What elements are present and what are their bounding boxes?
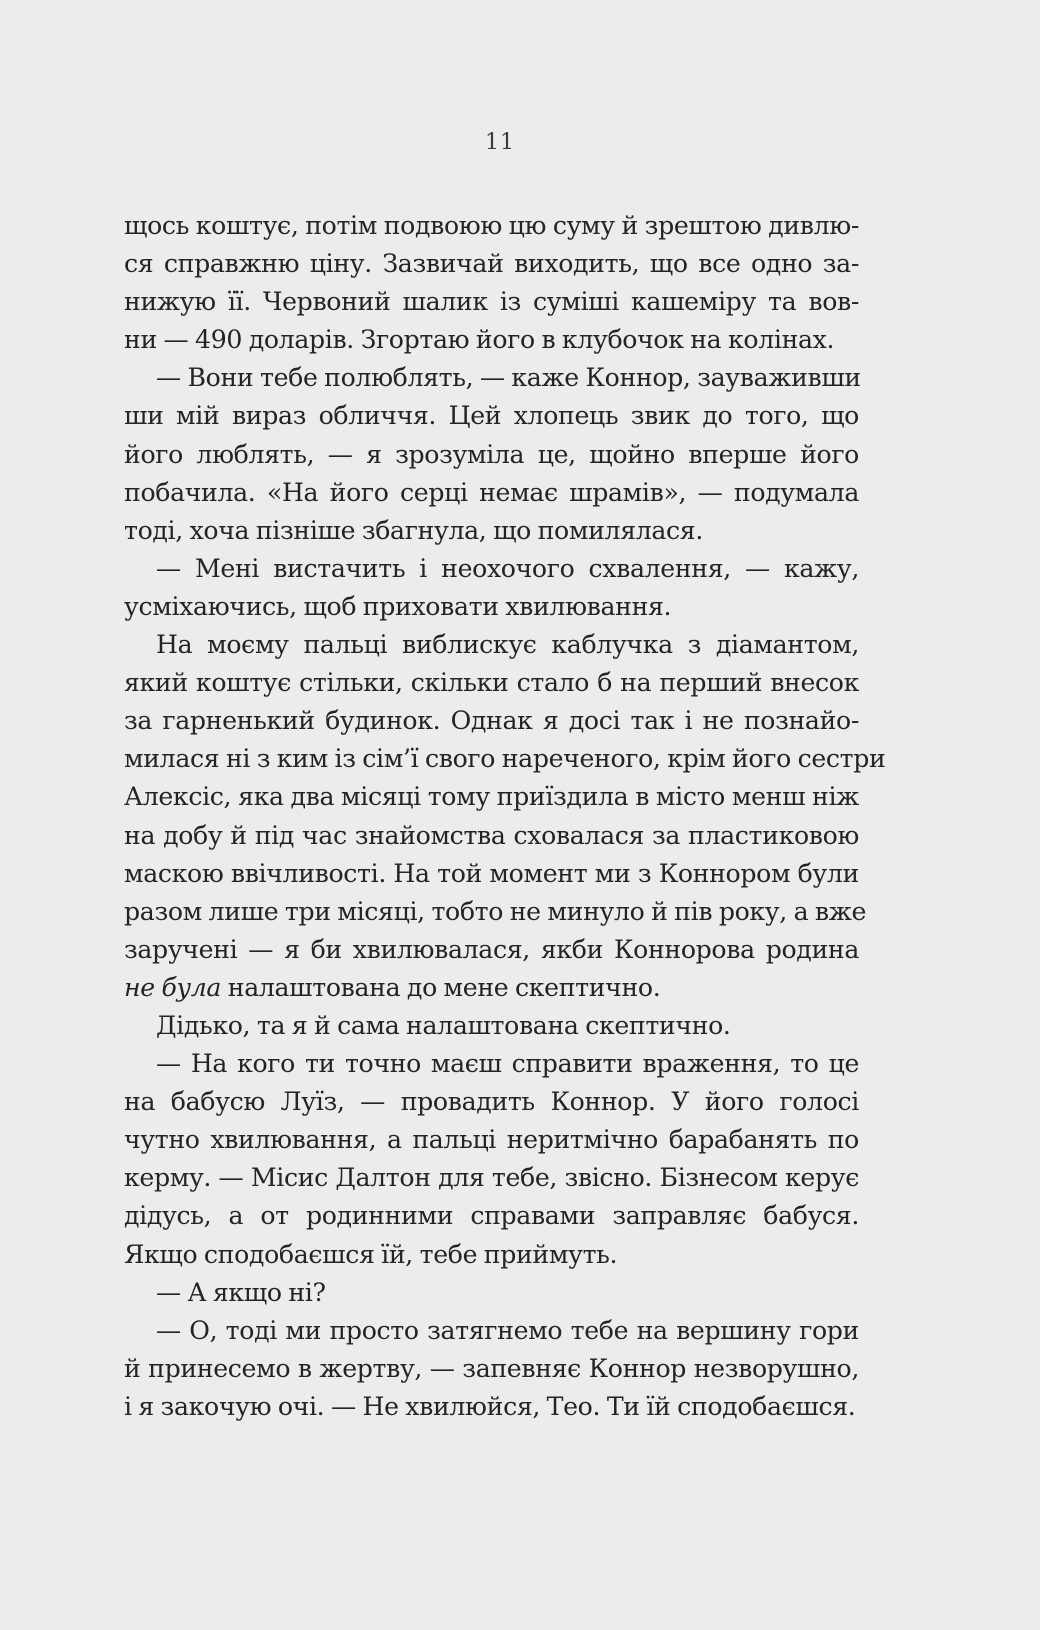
text-line: тоді, хоча пізніше збагнула, що помилялася. — [124, 515, 704, 545]
text-line: — Мені вистачить і неохочого схвалення, — кажу, — [156, 553, 859, 583]
text-line: маскою ввічливості. На той момент ми з Коннором були — [124, 858, 859, 888]
text-line: усміхаючись, щоб приховати хвилювання. — [124, 591, 672, 621]
text-line: На моєму пальці виблискує каблучка з діамантом, — [156, 630, 859, 660]
text-line-rest: налаштована до мене скептично. — [227, 972, 661, 1002]
text-line: керму. — Місис Далтон для тебе, звісно. Бізнесом керує — [124, 1163, 859, 1193]
text-line: ся справжню ціну. Зазвичай виходить, що все одно за- — [124, 249, 859, 279]
text-line: і я закочую очі. — Не хвилюйся, Тео. Ти їй сподобаєшся. — [124, 1391, 856, 1421]
text-line: Якщо сподобаєшся їй, тебе приймуть. — [124, 1239, 618, 1269]
text-line: — Вони тебе полюблять, — каже Коннор, зауваживши — [156, 363, 861, 393]
text-line: ши мій вираз обличчя. Цей хлопець звик до того, що — [124, 401, 859, 431]
text-line: щось коштує, потім подвоюю цю суму й зрештою дивлю- — [124, 211, 859, 240]
text-line: за гарненький будинок. Однак я досі так і не познайо- — [124, 706, 859, 736]
text-line: ни — 490 доларів. Згортаю його в клубочок на колінах. — [124, 325, 835, 355]
text-line: чутно хвилювання, а пальці неритмічно барабанять по — [124, 1125, 859, 1155]
text-line: на добу й під час знайомства сховалася за пластиковою — [124, 820, 859, 850]
text-line: побачила. «На його серці немає шрамів», — подумала — [124, 477, 859, 507]
text-line: який коштує стільки, скільки стало б на перший внесок — [124, 668, 859, 698]
text-line: — На кого ти точно маєш справити враження, то це — [156, 1049, 859, 1079]
text-line: й принесемо в жертву, — запевняє Коннор незворушно, — [124, 1353, 859, 1383]
text-line-with-italic — [124, 969, 859, 1007]
text-line: нижую її. Червоний шалик із суміші кашеміру та вов- — [124, 287, 859, 317]
text-line: заручені — я би хвилювалася, якби Коннорова родина — [124, 934, 859, 964]
text-line: його люблять, — я зрозуміла це, щойно вперше його — [124, 439, 859, 469]
text-line: на бабусю Луїз, — провадить Коннор. У його голосі — [124, 1087, 859, 1117]
page-number: 11 — [485, 130, 515, 155]
body-text — [124, 207, 886, 1426]
italic-phrase: не була — [124, 972, 222, 1002]
text-line: дідусь, а от родинними справами заправляє бабуся. — [124, 1201, 859, 1231]
text-line: Алексіс, яка два місяці тому приїздила в місто менш ніж — [124, 782, 859, 812]
text-line: милася ні з ким із сім’ї свого нареченого, крім його сестри — [124, 744, 886, 774]
text-line: разом лише три місяці, тобто не минуло й пів року, а вже — [124, 896, 867, 926]
text-line: — О, тоді ми просто затягнемо тебе на вершину гори — [156, 1315, 859, 1345]
text-line: — А якщо ні? — [156, 1277, 326, 1307]
text-line: Дідько, та я й сама налаштована скептично. — [156, 1010, 731, 1040]
